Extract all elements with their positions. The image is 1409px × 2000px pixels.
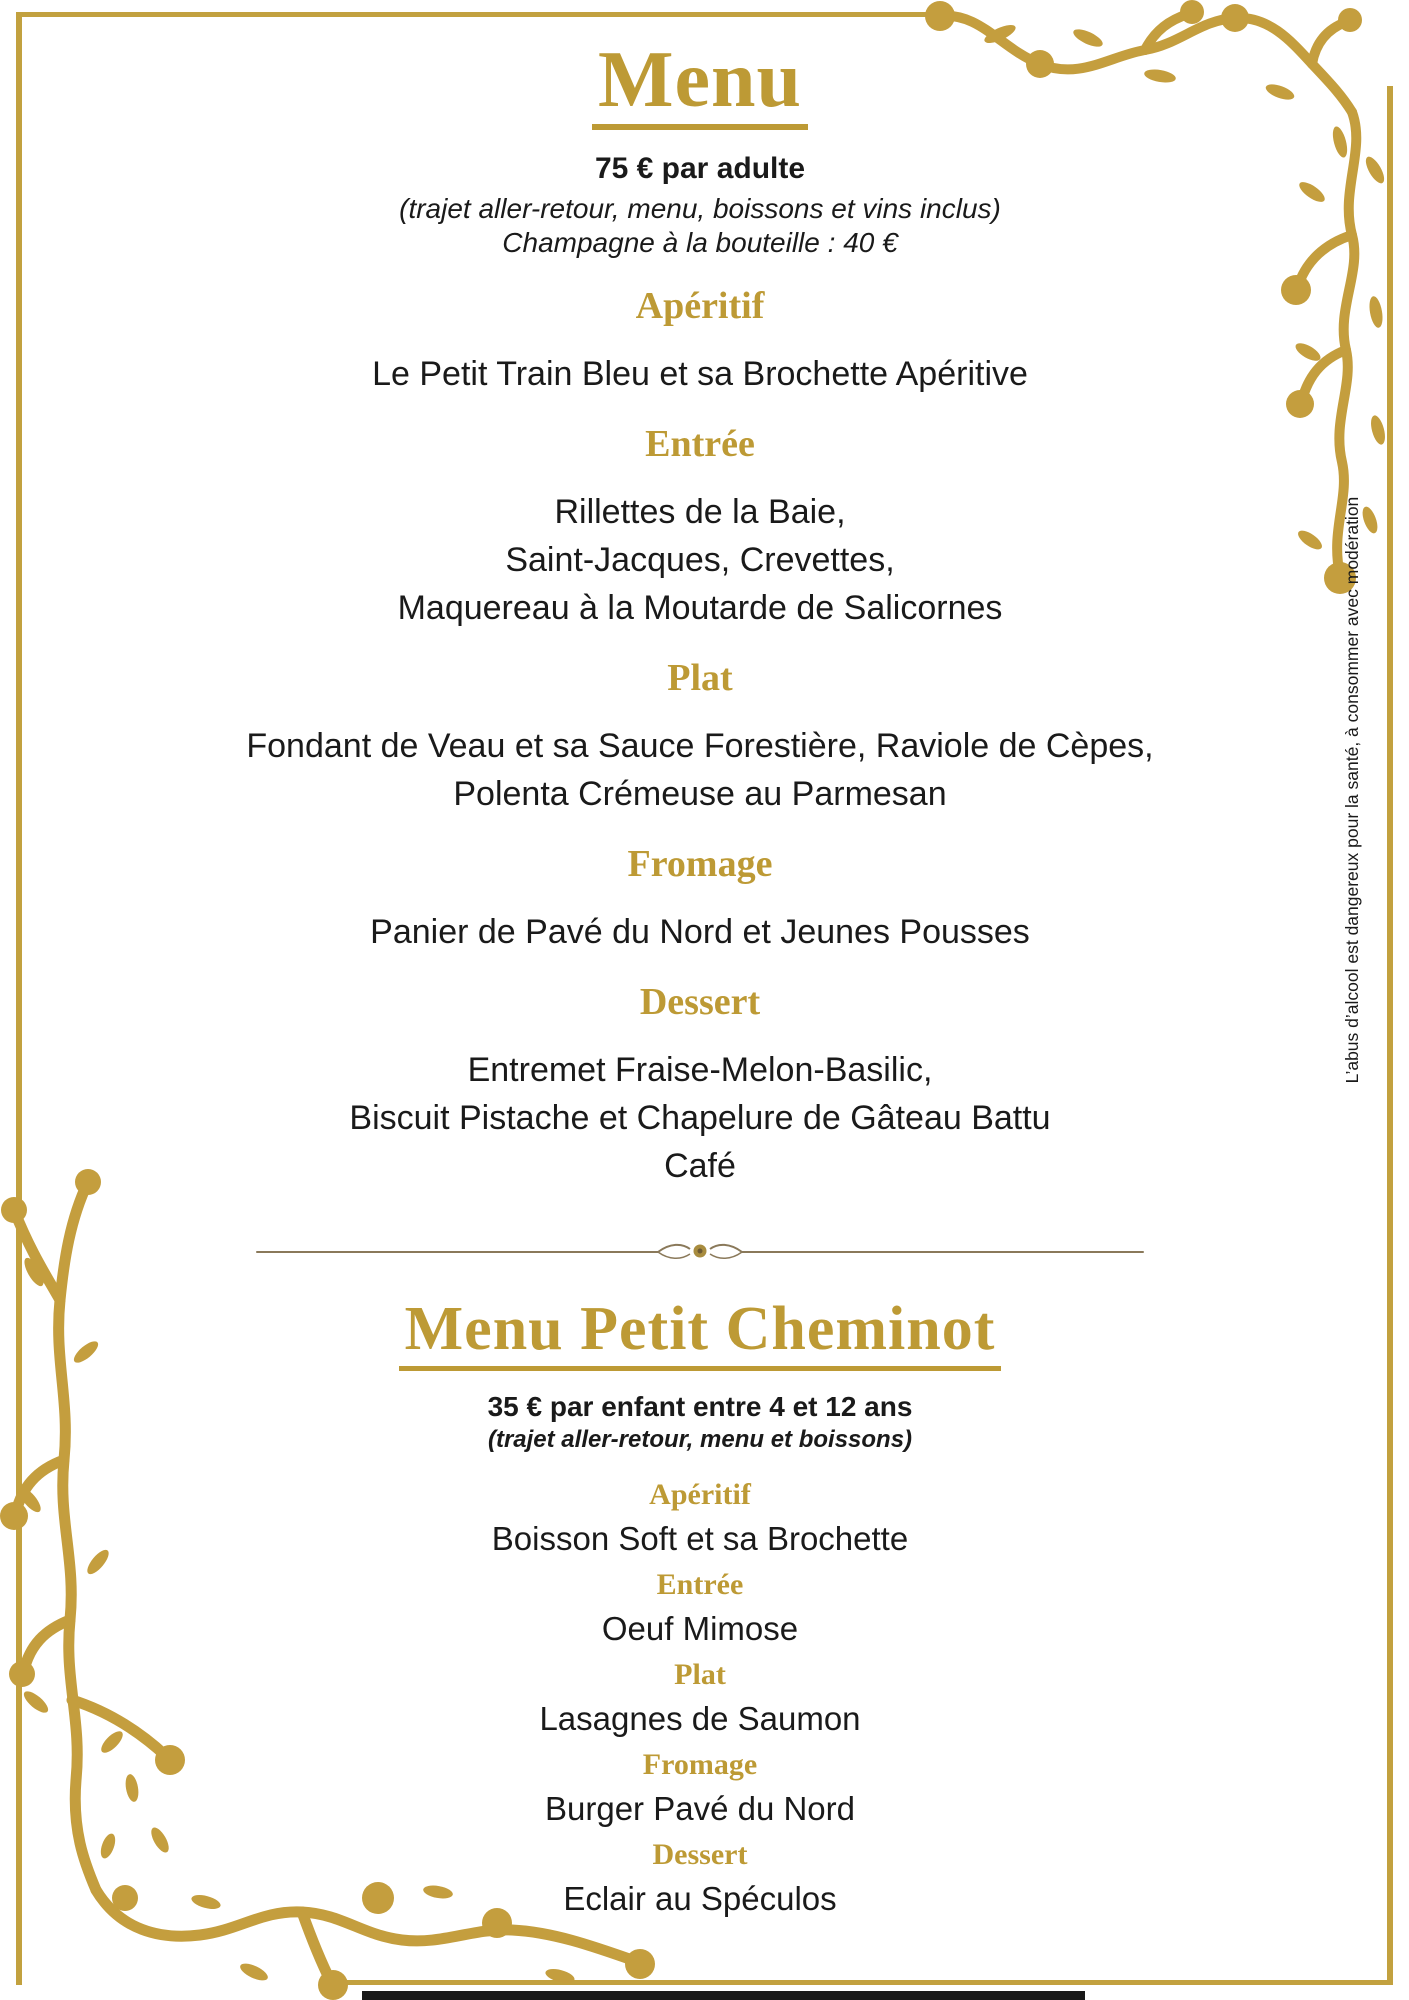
menu-item: Polenta Crémeuse au Parmesan (453, 775, 947, 813)
menu-item: Oeuf Mimose (601, 1610, 799, 1647)
menu-item: Boisson Soft et sa Brochette (491, 1520, 909, 1557)
menu-item: Café (664, 1147, 736, 1185)
menu-item: Saint-Jacques, Crevettes, (505, 541, 895, 579)
child-menu-title: Menu Petit Cheminot (0, 1298, 1400, 1371)
menu-item: Burger Pavé du Nord (544, 1790, 855, 1827)
section-items-dessert (0, 1046, 1400, 1190)
adult-menu-price: 75 € par adulte (594, 152, 806, 185)
menu-item: Biscuit Pistache et Chapelure de Gâteau Battu (349, 1099, 1051, 1137)
menu-item: Fondant de Veau et sa Sauce Forestière, Raviole de Cèpes, (246, 727, 1154, 765)
menu-item: Maquereau à la Moutarde de Salicornes (397, 589, 1003, 627)
section-heading-entree: Entrée (645, 423, 755, 465)
child-section-heading-dessert: Dessert (652, 1838, 748, 1871)
menu-item: Panier de Pavé du Nord et Jeunes Pousses (370, 913, 1030, 951)
menu-item: Entremet Fraise-Melon-Basilic, (467, 1051, 933, 1089)
section-items-fromage (0, 908, 1400, 956)
section-items-plat (0, 722, 1400, 818)
menu-item: Le Petit Train Bleu et sa Brochette Apéritive (372, 355, 1028, 393)
child-section-heading-entree: Entrée (656, 1568, 744, 1601)
section-heading-plat: Plat (667, 657, 733, 699)
child-menu-price: 35 € par enfant entre 4 et 12 ans (487, 1391, 913, 1422)
child-menu-note-included: (trajet aller-retour, menu et boissons) (487, 1426, 913, 1453)
child-section-heading-fromage: Fromage (642, 1748, 758, 1781)
adult-menu-note-included: (trajet aller-retour, menu, boissons et vins inclus) (399, 193, 1001, 224)
menu-item: Lasagnes de Saumon (539, 1700, 861, 1737)
section-heading-aperitif: Apéritif (635, 285, 765, 327)
section-items-entree (0, 488, 1400, 632)
child-menu-sections (0, 1479, 1400, 1917)
child-section-heading-aperitif: Apéritif (649, 1478, 751, 1511)
adult-menu-note-champagne: Champagne à la bouteille : 40 € (502, 227, 898, 258)
adult-menu-title: Menu (0, 40, 1400, 130)
section-heading-dessert: Dessert (639, 981, 761, 1023)
ornamental-divider (0, 1238, 1400, 1264)
alcohol-disclaimer-text: L’abus d’alcool est dangereux pour la santé, à consommer avec modération (1342, 496, 1362, 1084)
child-section-heading-plat: Plat (674, 1658, 726, 1691)
menu-item: Rillettes de la Baie, (554, 493, 846, 531)
menu-item: Eclair au Spéculos (563, 1880, 837, 1917)
section-heading-fromage: Fromage (627, 843, 773, 885)
section-items-aperitif (0, 350, 1400, 398)
